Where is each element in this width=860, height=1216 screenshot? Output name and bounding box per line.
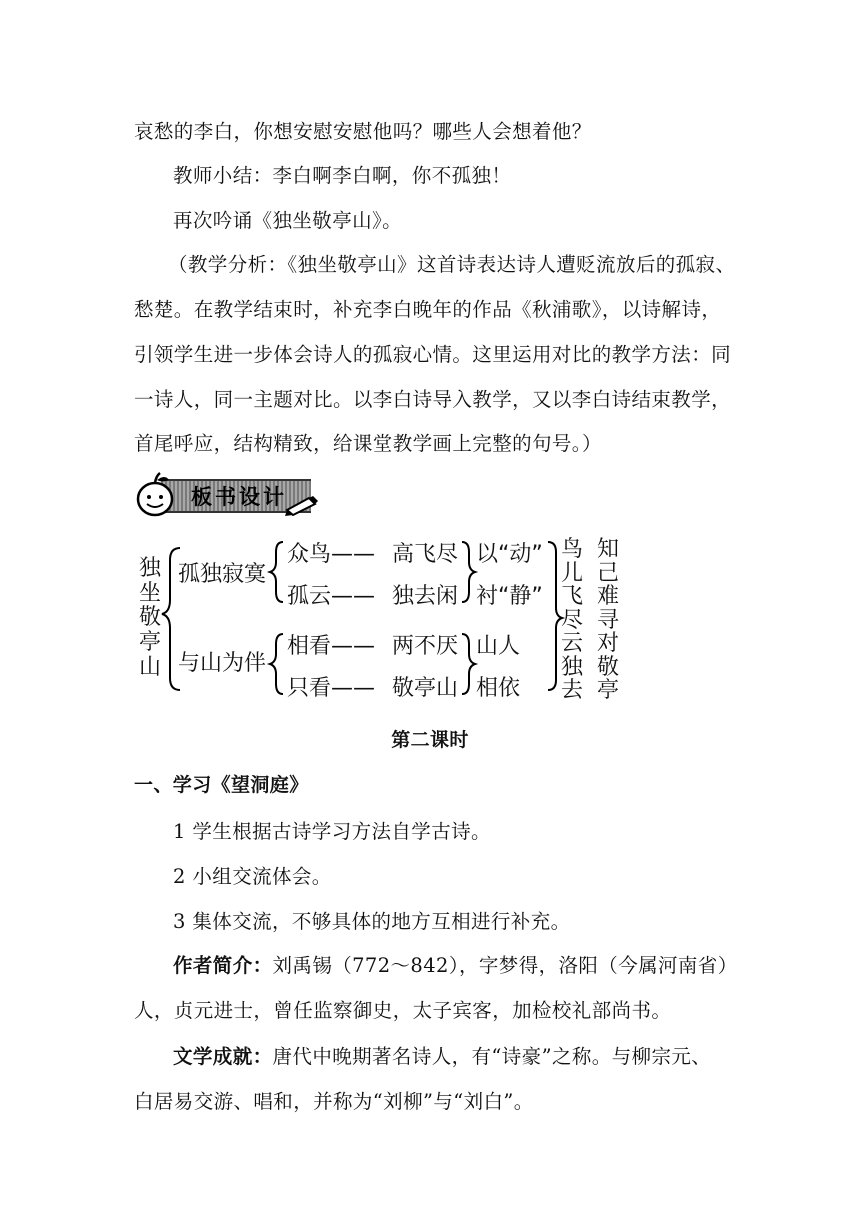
column-char: 尽	[560, 607, 583, 633]
row4-note: 相依	[476, 676, 521, 701]
banner-label: 板书设计	[191, 485, 287, 509]
board-column-birds	[560, 538, 584, 703]
column-char: 对	[596, 631, 619, 657]
column-char: 飞	[560, 584, 583, 610]
column-char: 寻	[596, 607, 619, 633]
column-char: 亭	[596, 678, 619, 704]
board-column-confidant	[596, 538, 620, 703]
column-char: 儿	[560, 560, 583, 586]
analysis-line: 一诗人，同一主题对比。以李白诗导入教学，又以李白诗结束教学，	[134, 388, 732, 411]
branch-mountain-companion: 与山为伴	[178, 651, 267, 676]
row3-note: 山人	[476, 634, 521, 659]
board-title-char: 敬	[138, 605, 161, 631]
teacher-summary: 教师小结：李白啊李白啊，你不孤独！	[173, 164, 512, 187]
analysis-line: （教学分析：《独坐敬亭山》这首诗表达诗人遭贬流放后的孤寂、	[168, 253, 736, 276]
row1-verse: 高飞尽	[392, 542, 459, 567]
column-char: 敬	[596, 654, 619, 680]
step-line: 2 小组交流体会。	[173, 865, 332, 888]
row2-subject: 孤云——	[287, 584, 376, 609]
analysis-line: 引领学生进一步体会诗人的孤寂心情。这里运用对比的教学方法：同	[134, 343, 732, 366]
board-title-char: 亭	[138, 629, 161, 655]
author-intro	[173, 950, 738, 978]
column-char: 难	[596, 584, 619, 610]
column-char: 己	[596, 560, 619, 586]
board-title-char: 山	[138, 654, 161, 680]
author-text: 刘禹锡（772～842），字梦得，洛阳（今属河南省）	[272, 954, 738, 977]
row4-verse: 敬亭山	[392, 676, 459, 701]
row1-note: 以“动”	[476, 542, 543, 567]
section-heading: 一、学习《望洞庭》	[134, 774, 309, 796]
literary-achievement-cont: 白居易交游、唱和，并称为“刘柳”与“刘白”。	[134, 1090, 534, 1113]
column-char: 知	[596, 537, 619, 562]
step-line: 1 学生根据古诗学习方法自学古诗。	[173, 820, 491, 843]
step-line: 3 集体交流，不够具体的地方互相进行补充。	[173, 910, 571, 933]
column-char: 独	[560, 654, 583, 680]
row1-subject: 众鸟——	[287, 542, 376, 567]
text-line: 哀愁的李白，你想安慰安慰他吗？哪些人会想着他？	[134, 120, 592, 143]
board-title-char: 独	[138, 556, 161, 581]
row4-subject: 只看——	[287, 676, 376, 701]
author-intro-cont: 人，贞元进士，曾任监察御史，太子宾客，加检校礼部尚书。	[134, 999, 672, 1022]
lit-text: 唐代中晚期著名诗人，有“诗豪”之称。与柳宗元、	[272, 1045, 712, 1068]
analysis-line: 首尾呼应，结构精致，给课堂教学画上完整的句号。）	[134, 432, 602, 455]
literary-achievement	[173, 1041, 711, 1069]
board-title-char: 坐	[138, 580, 161, 606]
row2-verse: 独去闲	[392, 584, 459, 609]
recite-again: 再次吟诵《独坐敬亭山》。	[173, 209, 403, 232]
lit-label: 文学成就：	[173, 1045, 273, 1068]
row3-verse: 两不厌	[392, 634, 459, 659]
analysis-line: 愁楚。在教学结束时，补充李白晚年的作品《秋浦歌》，以诗解诗，	[134, 298, 722, 321]
column-char: 去	[560, 678, 583, 704]
column-char: 鸟	[560, 537, 583, 562]
column-char: 云	[560, 631, 583, 657]
row2-note: 衬“静”	[476, 584, 543, 609]
board-title-vertical	[138, 557, 162, 680]
branch-loneliness: 孤独寂寞	[178, 562, 267, 587]
author-label: 作者简介：	[173, 954, 273, 977]
row3-subject: 相看——	[287, 634, 376, 659]
lesson-title: 第二课时	[391, 729, 469, 751]
